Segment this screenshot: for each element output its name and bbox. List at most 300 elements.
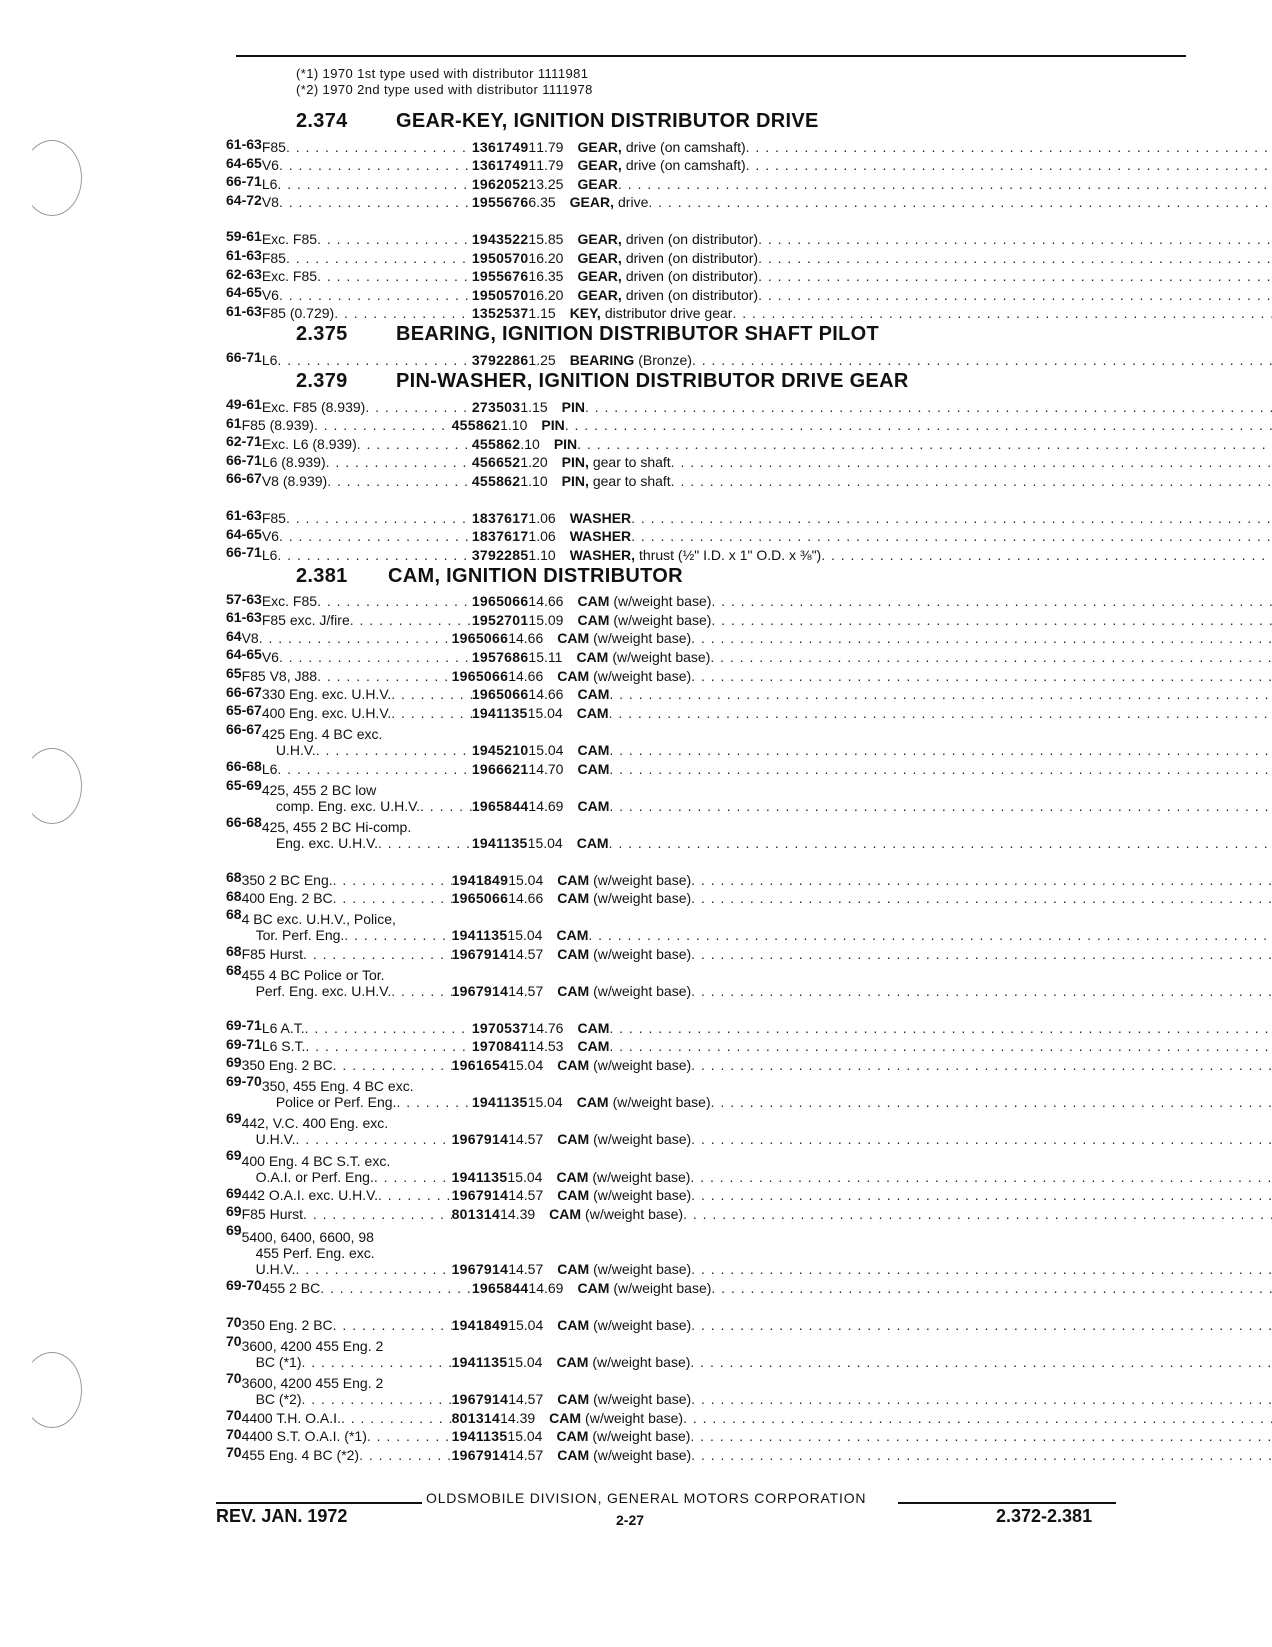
application-line <box>262 1280 472 1296</box>
price: 4.66 <box>515 890 544 907</box>
application-text: F85 (8.939) <box>241 417 314 434</box>
quantity: 1 <box>527 704 536 721</box>
part-detail: (w/weight base) <box>593 1261 692 1278</box>
price: 4.57 <box>515 1391 544 1408</box>
application-text: V6 <box>261 286 279 303</box>
footer-revision: REV. JAN. 1972 <box>216 1506 348 1526</box>
footnote: (*1) 1970 1st type used with distributor 1111981 <box>296 66 589 81</box>
application-text: 350 Eng. 2 BC <box>241 1316 333 1333</box>
application-text: O.A.I. or Perf. Eng. <box>255 1168 374 1185</box>
leader-dots <box>286 139 472 155</box>
part-name: WASHER <box>569 528 632 545</box>
quantity: 1 <box>528 175 537 192</box>
description <box>563 593 1272 609</box>
price: 5.04 <box>515 1168 543 1185</box>
part-detail: (w/weight base) <box>592 1428 691 1445</box>
quantity: 1 <box>520 398 529 415</box>
application-line <box>242 967 452 983</box>
model-years: 61-63 <box>226 246 262 263</box>
application-line <box>242 1317 452 1333</box>
quantity: 1 <box>528 305 537 322</box>
application-line <box>262 231 472 247</box>
description <box>556 547 1272 563</box>
price: 4.69 <box>536 1280 564 1297</box>
part-row <box>226 1110 1196 1147</box>
part-detail: thrust (½" I.D. x 1" O.D. x ⅜") <box>639 546 822 563</box>
part-name: PIN <box>553 435 578 452</box>
section-title: PIN-WASHER, IGNITION DISTRIBUTOR DRIVE GEAR <box>396 369 909 392</box>
quantity: 1 <box>528 760 537 777</box>
quantity: 1 <box>500 1409 508 1426</box>
price: 4.76 <box>536 1019 564 1036</box>
part-row <box>226 591 1196 610</box>
leader-dots <box>690 1169 1272 1185</box>
part-detail: (w/weight base) <box>613 1280 712 1297</box>
part-number: 1941135 <box>451 1428 508 1445</box>
leader-dots <box>317 268 472 284</box>
application-text: F85 V8, J88 <box>241 667 318 684</box>
part-number: 1967914 <box>451 945 509 962</box>
binder-hole-top <box>22 140 82 216</box>
application <box>262 649 472 665</box>
part-number: 1957686 <box>471 649 529 666</box>
application-line <box>262 268 472 284</box>
part-row <box>226 1370 1196 1407</box>
price: 5.04 <box>515 1056 544 1073</box>
description <box>543 1261 1272 1277</box>
part-number: 1952701 <box>471 611 529 628</box>
leader-dots <box>326 454 472 470</box>
top-rule <box>236 55 1186 57</box>
leader-dots <box>577 436 1272 452</box>
description <box>563 705 1272 721</box>
leader-dots <box>691 890 1272 906</box>
leader-dots <box>378 835 472 851</box>
part-row <box>226 646 1196 665</box>
price: 5.04 <box>515 1353 543 1370</box>
application-text: 400 Eng. 2 BC <box>241 890 333 907</box>
application-line <box>262 649 472 665</box>
model-years: 68 <box>226 906 242 923</box>
application-text: Eng. exc. U.H.V. <box>275 835 379 851</box>
part-number: 455862 <box>471 472 521 489</box>
application <box>262 593 472 609</box>
model-years: 64-65 <box>226 284 262 301</box>
application-text: L6 <box>261 546 278 563</box>
model-years: 69 <box>226 1221 242 1238</box>
application-line <box>262 705 472 721</box>
quantity: 1 <box>508 630 516 647</box>
part-name: CAM <box>557 630 590 647</box>
model-years: 62-71 <box>226 433 262 450</box>
application-line <box>242 1245 452 1261</box>
leader-dots <box>758 231 1272 247</box>
application-line <box>242 911 452 927</box>
quantity: 1 <box>528 1038 537 1055</box>
description <box>543 668 1272 684</box>
model-years: 70 <box>226 1314 242 1331</box>
row-spacer <box>226 1296 1196 1314</box>
leader-dots <box>746 139 1272 155</box>
application <box>242 872 452 888</box>
part-detail: (w/weight base) <box>585 1409 684 1426</box>
leader-dots <box>374 1169 452 1185</box>
binder-hole-bottom <box>22 1352 82 1428</box>
quantity: 1 <box>508 1131 516 1148</box>
leader-dots <box>327 473 472 489</box>
model-years: 66-71 <box>226 544 262 561</box>
price: 4.70 <box>536 760 564 777</box>
quantity: 1 <box>508 1391 516 1408</box>
part-number: 3792285 <box>471 546 529 563</box>
leader-dots <box>391 705 472 721</box>
leader-dots <box>277 176 471 192</box>
part-row <box>226 1054 1196 1073</box>
leader-dots <box>588 927 1272 943</box>
part-name: CAM <box>557 1391 590 1408</box>
application-line <box>262 287 472 303</box>
model-years: 69 <box>226 1147 242 1164</box>
part-name: CAM <box>549 1205 582 1222</box>
part-detail: drive (on camshaft) <box>625 157 746 174</box>
price: .20 <box>528 454 548 471</box>
part-row <box>226 869 1196 888</box>
application-text: U.H.V. <box>255 1261 296 1278</box>
application <box>242 967 452 999</box>
leader-dots <box>711 1094 1272 1110</box>
application-line <box>242 1115 452 1131</box>
application-text: 400 Eng. 4 BC S.T. exc. <box>241 1152 391 1169</box>
description <box>563 157 1272 173</box>
quantity: 1 <box>500 417 508 434</box>
part-number: 1352537 <box>471 305 529 322</box>
application-line <box>262 782 472 798</box>
model-years: 66-71 <box>226 173 262 190</box>
leader-dots <box>609 798 1272 814</box>
part-name: PIN <box>541 417 565 434</box>
part-row <box>226 1444 1196 1463</box>
application-text: Exc. F85 <box>261 268 318 285</box>
application-text: L6 <box>261 760 278 777</box>
part-number: 1945210 <box>471 742 529 759</box>
leader-dots <box>711 612 1272 628</box>
quantity: 1 <box>508 1261 516 1278</box>
footer-division: OLDSMOBILE DIVISION, GENERAL MOTORS CORPORATION <box>426 1490 867 1506</box>
quantity: 1 <box>528 268 537 285</box>
model-years: 61-63 <box>226 136 262 152</box>
part-row <box>226 1147 1196 1184</box>
application <box>262 194 472 210</box>
price: 4.39 <box>507 1409 536 1426</box>
row-spacer <box>226 489 1196 507</box>
price: 5.04 <box>535 835 563 851</box>
part-name: CAM <box>556 1428 589 1445</box>
footer-page-number: 2-27 <box>616 1512 645 1528</box>
price: .15 <box>536 305 556 322</box>
quantity: 1 <box>528 230 537 247</box>
application <box>262 352 472 368</box>
part-row <box>226 136 1196 155</box>
leader-dots <box>296 1131 452 1147</box>
price: 5.11 <box>536 649 563 666</box>
part-number: 1361749 <box>471 138 529 155</box>
application-text: Exc. L6 (8.939) <box>261 435 357 452</box>
application-line <box>242 417 452 433</box>
price: 6.35 <box>536 268 564 285</box>
leader-dots <box>333 890 452 906</box>
application-line <box>262 798 472 814</box>
price: 5.04 <box>535 704 563 721</box>
model-years: 61-63 <box>226 609 262 626</box>
description <box>542 1354 1272 1370</box>
description <box>563 1094 1272 1110</box>
part-row <box>226 1073 1196 1110</box>
leader-dots <box>609 1020 1272 1036</box>
application-text: Exc. F85 <box>261 593 318 610</box>
description <box>543 1447 1272 1463</box>
leader-dots <box>277 352 471 368</box>
leader-dots <box>279 528 472 544</box>
part-name: CAM <box>557 983 590 1000</box>
part-number: 1941135 <box>471 1094 528 1111</box>
model-years: 61-63 <box>226 302 262 319</box>
part-detail: gear to shaft <box>592 454 671 471</box>
description <box>527 417 1272 433</box>
description <box>563 761 1272 777</box>
application-text: 350 Eng. 2 BC <box>241 1056 333 1073</box>
description <box>556 352 1272 368</box>
part-name: CAM <box>557 1056 590 1073</box>
price: 4.39 <box>507 1205 536 1222</box>
application-text: 442, V.C. 400 Eng. exc. <box>241 1115 389 1132</box>
application <box>242 1229 452 1277</box>
part-number: 1970537 <box>471 1019 529 1036</box>
application-line <box>262 528 472 544</box>
part-name: GEAR, <box>577 268 622 285</box>
model-years: 70 <box>226 1332 242 1349</box>
part-number: 1361749 <box>471 157 529 174</box>
application-text: 5400, 6400, 6600, 98 <box>241 1229 374 1246</box>
model-years: 66-67 <box>226 683 262 700</box>
leader-dots <box>609 742 1272 758</box>
quantity: 1 <box>528 249 537 266</box>
description <box>548 473 1272 489</box>
part-number: 1941135 <box>451 927 508 944</box>
application <box>242 1115 452 1147</box>
leader-dots <box>691 1187 1272 1203</box>
application <box>262 612 472 628</box>
model-years: 70 <box>226 1444 242 1461</box>
part-name: BEARING <box>569 351 635 368</box>
part-number: 1970841 <box>471 1038 529 1055</box>
leader-dots <box>279 157 472 173</box>
part-name: CAM <box>576 835 609 851</box>
model-years: 64 <box>226 627 242 644</box>
part-name: CAM <box>557 1261 590 1278</box>
leader-dots <box>690 1428 1272 1444</box>
description <box>548 399 1272 415</box>
application <box>262 399 472 415</box>
model-years: 59-61 <box>226 228 262 245</box>
quantity: 1 <box>508 871 516 888</box>
quantity: 1 <box>528 528 537 545</box>
part-detail: (w/weight base) <box>585 1205 684 1222</box>
description <box>563 742 1272 758</box>
application-line <box>242 1391 452 1407</box>
part-number: 1967914 <box>451 1391 509 1408</box>
application-line <box>242 872 452 888</box>
application-text: F85 <box>261 509 286 526</box>
quantity: 1 <box>527 835 536 851</box>
price: .15 <box>528 398 548 415</box>
part-detail: drive <box>618 194 649 211</box>
application-text: 4400 T.H. O.A.I. <box>241 1409 341 1426</box>
price: 6.20 <box>536 286 564 303</box>
part-detail: (w/weight base) <box>593 1131 692 1148</box>
part-number: 1941135 <box>451 1353 508 1370</box>
application-text: 455 Eng. 4 BC (*2) <box>241 1446 360 1463</box>
price: 4.66 <box>536 593 564 610</box>
section-heading <box>226 323 1196 349</box>
model-years: 68 <box>226 943 242 960</box>
leader-dots <box>277 547 471 563</box>
part-number: 1965844 <box>471 1280 529 1297</box>
description <box>535 1206 1272 1222</box>
part-row <box>226 247 1196 266</box>
quantity: 1 <box>527 1094 536 1111</box>
leader-dots <box>691 668 1272 684</box>
application <box>262 1020 472 1036</box>
price: 3.25 <box>536 175 564 192</box>
part-row <box>226 192 1196 211</box>
part-row <box>226 1185 1196 1204</box>
part-row <box>226 507 1196 526</box>
footnotes <box>296 66 593 98</box>
application-text: L6 A.T. <box>261 1019 305 1036</box>
application <box>262 510 472 526</box>
leader-dots <box>690 1354 1272 1370</box>
application-line <box>242 1338 452 1354</box>
part-number: 1965066 <box>471 593 529 610</box>
leader-dots <box>391 983 451 999</box>
part-detail: (w/weight base) <box>593 630 692 647</box>
part-number: 1965066 <box>451 890 509 907</box>
quantity: 1 <box>528 546 537 563</box>
part-number: 1967914 <box>451 1131 509 1148</box>
quantity: 1 <box>508 1446 516 1463</box>
application-line <box>262 1038 472 1054</box>
footnote: (*2) 1970 2nd type used with distributor 1111978 <box>296 82 593 97</box>
application-text: 425 Eng. 4 BC exc. <box>261 726 383 743</box>
part-name: PIN, <box>561 454 589 471</box>
model-years: 70 <box>226 1425 242 1442</box>
leader-dots <box>305 1038 471 1054</box>
leader-dots <box>320 1280 472 1296</box>
application-text: F85 Hurst <box>241 1205 304 1222</box>
part-name: CAM <box>549 1409 582 1426</box>
row-spacer <box>226 999 1196 1017</box>
description <box>563 686 1272 702</box>
leader-dots <box>344 927 451 943</box>
part-name: CAM <box>556 1353 589 1370</box>
part-number: 1950570 <box>471 286 529 303</box>
price: 6.35 <box>528 194 556 211</box>
section-number: 2.374 <box>296 110 348 132</box>
application-text: L6 S.T. <box>261 1038 306 1055</box>
part-number: 1941135 <box>471 704 528 721</box>
application-line <box>242 890 452 906</box>
price: 6.20 <box>536 249 564 266</box>
part-detail: driven (on distributor) <box>625 249 759 266</box>
description <box>540 436 1272 452</box>
quantity: 1 <box>508 1187 516 1204</box>
leader-dots <box>609 835 1272 851</box>
application-text: F85 (0.729) <box>261 305 335 322</box>
description <box>542 1428 1272 1444</box>
leader-dots <box>359 1447 451 1463</box>
application-text: 350, 455 Eng. 4 BC exc. <box>261 1078 414 1095</box>
part-name: CAM <box>576 704 609 721</box>
quantity: 1 <box>528 138 537 155</box>
leader-dots <box>821 547 1272 563</box>
application <box>242 630 452 646</box>
application-line <box>262 139 472 155</box>
price: 4.53 <box>536 1038 564 1055</box>
part-row <box>226 758 1196 777</box>
part-name: CAM <box>577 742 610 759</box>
quantity: 1 <box>520 472 529 489</box>
part-detail: (w/weight base) <box>593 1391 692 1408</box>
application-text: V8 (8.939) <box>261 472 328 489</box>
application-text: L6 (8.939) <box>261 454 326 471</box>
application-text: V6 <box>261 157 279 174</box>
application-line <box>242 1131 452 1147</box>
description <box>535 1410 1272 1426</box>
part-row <box>226 1426 1196 1445</box>
application-line <box>242 1057 452 1073</box>
leader-dots <box>296 1261 452 1277</box>
application-text: L6 <box>261 175 278 192</box>
leader-dots <box>758 287 1272 303</box>
section-heading <box>226 110 1196 136</box>
leader-dots <box>378 1187 452 1203</box>
leader-dots <box>333 1057 452 1073</box>
model-years: 66-67 <box>226 470 262 487</box>
quantity: 1 <box>507 927 516 944</box>
description <box>542 927 1272 943</box>
part-row <box>226 665 1196 684</box>
part-name: CAM <box>577 686 610 703</box>
part-number: 1941135 <box>451 1168 508 1185</box>
model-years: 65 <box>226 665 242 682</box>
application <box>262 139 472 155</box>
application-line <box>242 1169 452 1185</box>
section-title: CAM, IGNITION DISTRIBUTOR <box>388 564 683 587</box>
model-years: 69 <box>226 1203 242 1220</box>
application-text: V8 <box>261 194 279 211</box>
footer-section-range: 2.372-2.381 <box>996 1506 1093 1526</box>
description <box>556 528 1272 544</box>
application-text: 425, 455 2 BC low <box>261 781 377 798</box>
part-name: CAM <box>577 611 610 628</box>
application-line <box>262 194 472 210</box>
description <box>556 194 1272 210</box>
model-years: 49-61 <box>226 395 262 412</box>
application <box>242 946 452 962</box>
part-name: WASHER <box>569 509 632 526</box>
section-number: 2.381 <box>296 564 348 587</box>
application-line <box>262 250 472 266</box>
